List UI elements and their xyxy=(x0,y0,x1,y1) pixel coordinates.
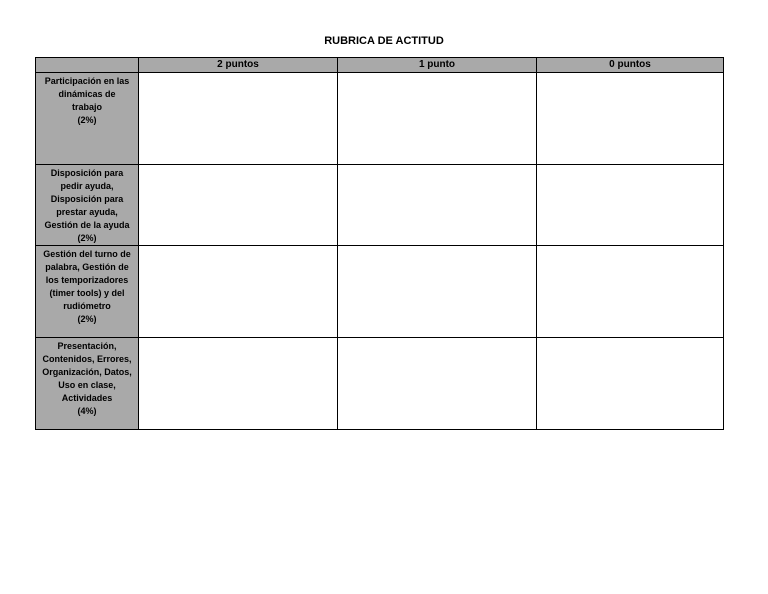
score-cell xyxy=(139,246,338,338)
table-row xyxy=(36,165,724,246)
rubric-header-row xyxy=(36,58,724,73)
criterion-participacion: Participación en las dinámicas de trabajo (2%) xyxy=(36,73,139,165)
rubric-table xyxy=(35,57,724,430)
criterion-presentacion: Presentación, Contenidos, Errores, Organización, Datos, Uso en clase, Actividades (4%) xyxy=(36,338,139,430)
header-1-punto: 1 punto xyxy=(338,58,537,73)
score-cell xyxy=(338,338,537,430)
score-cell xyxy=(537,165,724,246)
score-cell xyxy=(139,165,338,246)
table-row xyxy=(36,338,724,430)
score-cell xyxy=(139,338,338,430)
header-criterion xyxy=(36,58,139,73)
score-cell xyxy=(338,165,537,246)
score-cell xyxy=(537,338,724,430)
criterion-disposicion: Disposición para pedir ayuda, Disposición para prestar ayuda, Gestión de la ayuda (2%) xyxy=(36,165,139,246)
header-2-puntos: 2 puntos xyxy=(139,58,338,73)
header-0-puntos: 0 puntos xyxy=(537,58,724,73)
score-cell xyxy=(338,246,537,338)
document-title: RUBRICA DE ACTITUD xyxy=(324,35,444,47)
table-row xyxy=(36,246,724,338)
score-cell xyxy=(537,246,724,338)
criterion-gestion-turno: Gestión del turno de palabra, Gestión de los temporizadores (timer tools) y del rudiómetro (2%) xyxy=(36,246,139,338)
score-cell xyxy=(537,73,724,165)
score-cell xyxy=(139,73,338,165)
table-row xyxy=(36,73,724,165)
score-cell xyxy=(338,73,537,165)
